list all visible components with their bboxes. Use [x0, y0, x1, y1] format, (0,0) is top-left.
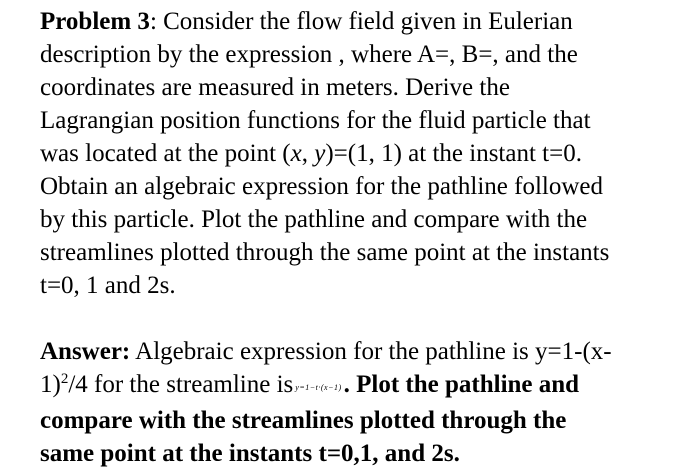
problem-line-7: by this particle. Plot the pathline and compare with the: [40, 206, 588, 233]
answer-line-4: same point at the instants t=0,1, and 2s.: [40, 440, 460, 467]
answer-line-2: 1)$^2$/4 for the streamline is y=1−t·(x−1). Plot the pathline and: [40, 371, 580, 398]
problem-line-8: streamlines plotted through the same point at the instants: [40, 239, 610, 266]
problem-line-6: Obtain an algebraic expression for the pathline followed: [40, 173, 604, 200]
answer-line-3: compare with the streamlines plotted through the: [40, 407, 567, 434]
problem-line-2: description by the expression , where A=, B=, and the: [40, 41, 578, 68]
problem-line-4: Lagrangian position functions for the fluid particle that: [40, 107, 591, 134]
problem-line-3: coordinates are measured in meters. Derive the: [40, 74, 510, 101]
problem-line-9: t=0, 1 and 2s.: [40, 272, 176, 299]
problem-line-5: was located at the point (x, y)=(1, 1) at the instant t=0.: [40, 140, 582, 167]
var-x: x: [290, 140, 302, 167]
streamline-formula: y=1−t·(x−1): [295, 383, 342, 392]
answer-label: Answer:: [40, 338, 131, 365]
answer-line-1: Answer: Algebraic expression for the pathline is y=1-(x-: [40, 338, 612, 365]
exponent: 2: [60, 371, 69, 387]
problem-line-1: Problem 3: Consider the flow field given in Eulerian: [40, 8, 573, 35]
var-y: y: [314, 140, 326, 167]
problem-statement: [40, 5, 672, 302]
problem-heading: Problem 3: [40, 8, 150, 35]
answer-block: [40, 335, 672, 470]
